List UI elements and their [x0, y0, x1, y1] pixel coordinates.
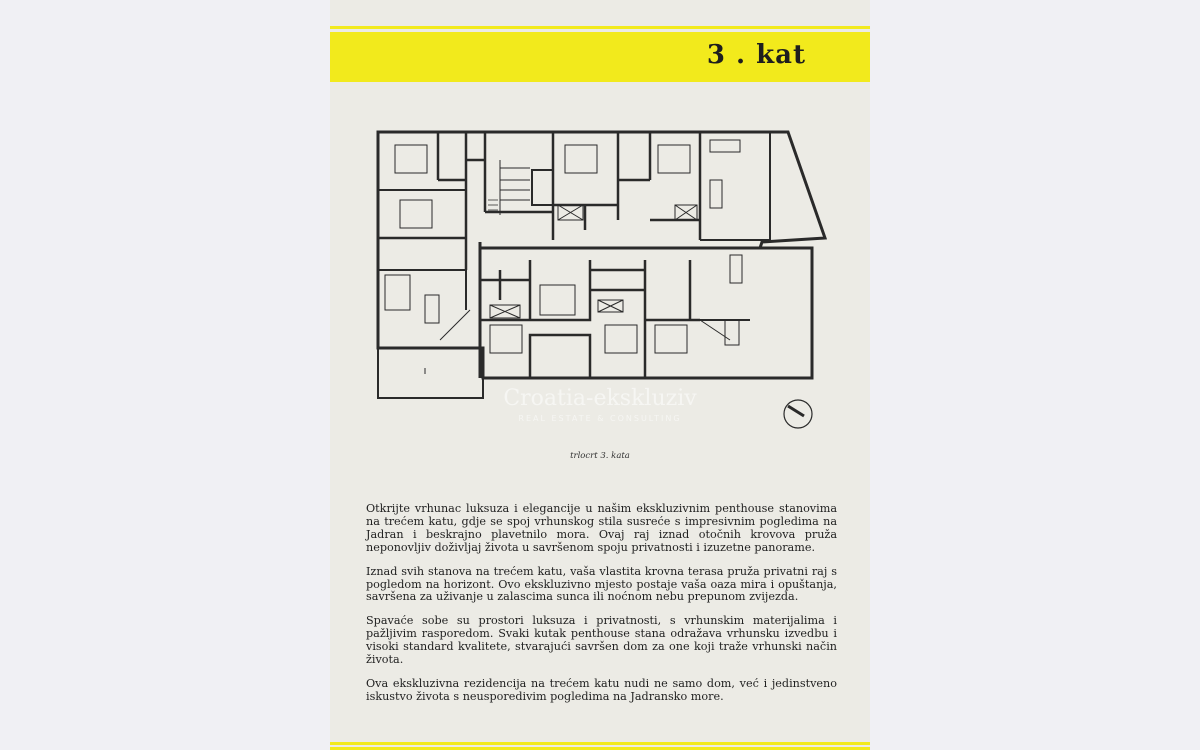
watermark-name: Croatia-ekskluziv [503, 386, 697, 411]
page-title: 3 . kat [706, 40, 806, 70]
watermark-tagline: REAL ESTATE & CONSULTING [518, 414, 682, 423]
paragraph: Spavaće sobe su prostori luksuza i privatnosti, s vrhunskim materijalima i pažljivim rasporedom. Svaki kutak penthouse stana odražava vrhunsku izvedbu i visoki standard kvalitete, stvarajući savršen dom za one koji traže vrhunski način života. [366, 614, 837, 667]
plan-caption: trlocrt 3. kata [570, 451, 630, 461]
body-text [366, 503, 837, 715]
terrace-right [756, 248, 812, 378]
paragraph: Iznad svih stanova na trećem katu, vaša vlastita krovna terasa pruža privatni raj s pogledom na horizont. Ovo ekskluzivno mjesto postaje vaša oaza mira i opuštanja, savršena za uživanje u zalascima sunca ili noćnom nebu prepunom zvijezda. [366, 564, 837, 604]
paragraph: Otkrijte vrhunac luksuza i elegancije u našim ekskluzivnim penthouse stanovima na trećem katu, gdje se spoj vrhunskog stila susreće s impresivnim pogledima na Jadran i beskrajno plavetnilo mora. Ovaj raj iznad otočnih krovova pruža neponovljiv doživljaj života u savršenom spoju privatnosti i izuzetne panorame. [366, 502, 837, 554]
paragraph: Ova ekskluzivna rezidencija na trećem katu nudi ne samo dom, već i jedinstveno iskustvo života s neusporedivim pogledima na Jadransko more. [366, 676, 837, 703]
outer-wall [378, 132, 825, 378]
document-page [330, 0, 870, 750]
top-rule-line [330, 26, 870, 29]
bottom-rule-line [330, 742, 870, 745]
